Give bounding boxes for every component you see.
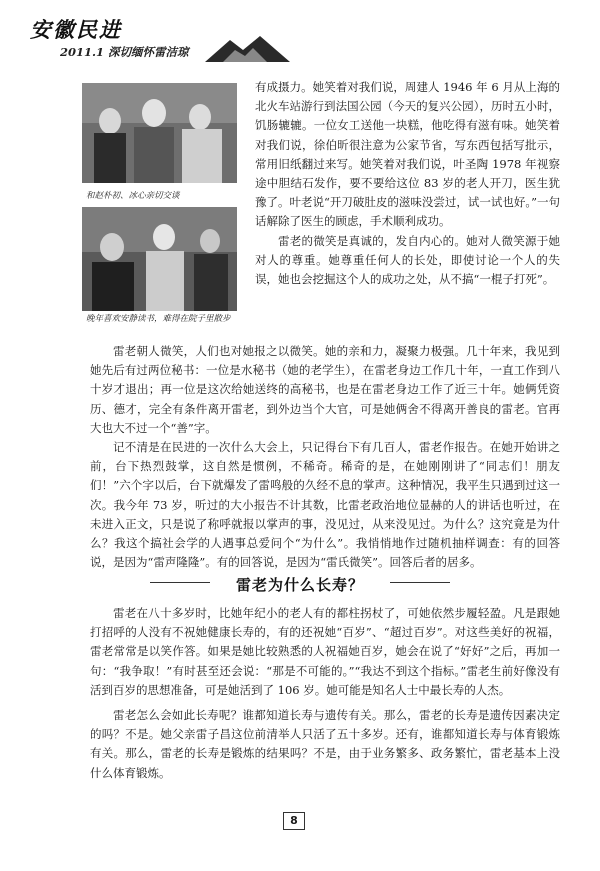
section-title: 雷老为什么长寿？ [235, 576, 364, 594]
article-body-1 [90, 342, 560, 572]
photo-caption-1: 和赵朴初、冰心亲切交谈 [86, 191, 180, 201]
paragraph: 雷老的微笑是真诚的，发自内心的。她对人微笑源于她对人的尊重。她尊重任何人的长处，即使讨论一个人的失误，她也会挖掘这个人的成功之处，从不搞“一棍子打死”。 [255, 233, 560, 287]
title-rule-right [390, 582, 450, 583]
page-number: 8 [283, 812, 305, 830]
mountain-logo-icon [205, 34, 290, 64]
paragraph: 雷老在八十多岁时，比她年纪小的老人有的都柱拐杖了，可她依然步履轻盈。凡是跟她打招呼的人没有不祝她健康长寿的，有的还祝她“百岁”、“超过百岁”。对这些美好的祝福，雷老常常是以笑作答。如果是她比较熟悉的人祝福她百岁，她会在说了“好好”之后，再加一句：“我争取！”有时甚至还会说：“那是不可能的。”“我达不到这个指标。”雷老生前好像没有活到百岁的思想准备，可是她活到了 106 岁。她可能是知名人士中最长寿的人杰。 [90, 606, 560, 697]
photo-walk [82, 207, 237, 311]
magazine-title: 安徽民进 [30, 17, 122, 42]
paragraph: 雷老朝人微笑，人们也对她报之以微笑。她的亲和力，凝聚力极强。几十年来，我见到她先后有过两位秘书：一位是水秘书（她的老学生），在雷老身边工作几十年，一直工作到八十岁才退出；再一位是这次给她送终的高秘书，也是在雷老身边工作了近三十年。她俩凭资历、德才，完全有条件离开雷老，到外边当个大官，可是她俩舍不得离开善良的雷老。官再大也大不过一个“善”字。 [90, 344, 560, 435]
article-body-2 [90, 604, 560, 783]
issue-subtitle: 2011.1 深切缅怀雷洁琼 [60, 45, 189, 59]
photo-meeting [82, 83, 237, 183]
paragraph: 记不清是在民进的一次什么大会上，只记得台下有几百人，雷老作报告。在她开始讲之前，台下热烈鼓掌，这自然是惯例，不稀奇。稀奇的是，在她刚刚讲了“同志们！朋友们！”六个字以后，台下就爆发了雷鸣般的久经不息的掌声。这种情况，我平生只遇到过这一次。我今年 73 岁，听过的大小报告不计其数，比雷老政治地位显赫的人的讲话也听过，在未进入正文，只是说了称呼就报以掌声的事，没见过，从来没见过。为什么？这究竟是为什么？我这个搞社会学的人遇事总爱问个“为什么”。我悄悄地作过随机抽样调查：有的回答说，是因为“雷声隆隆”。有的回答说，是因为“雷氏微笑”。回答后者的居多。 [90, 440, 560, 570]
paragraph: 有成摄力。她笑着对我们说，周建人 1946 年 6 月从上海的北火车站游行到法国公园（今天的复兴公园），历时五小时，饥肠辘辘。一位女工送他一块糕，他吃得有滋有味。她笑着对我们说，徐伯昕很注意为公家节省，写东西包括写批示，常用旧纸翻过来写。她笑着对我们说，叶圣陶 1978 年视察途中胆结石发作，要不要给这位 83 岁的老人开刀，医生犹豫了。叶老说“开刀破肚皮的滋味没尝过，试一试也好。”一句话解除了医生的顾虑，手术顺利成功。 [255, 80, 561, 229]
page-header [30, 12, 290, 74]
article-right-column [255, 78, 560, 289]
paragraph: 雷老怎么会如此长寿呢？谁都知道长寿与遗传有关。那么，雷老的长寿是遗传因素决定的吗？不是。她父亲雷子昌这位前清举人只活了五十多岁。还有，谁都知道长寿与体育锻炼有关。那么，雷老的长寿是锻炼的结果吗？不是，由于业务繁多、政务繁忙，雷老基本上没什么体育锻炼。 [90, 708, 560, 780]
photo-caption-2: 晚年喜欢安静读书，难得在院子里散步 [86, 314, 231, 324]
